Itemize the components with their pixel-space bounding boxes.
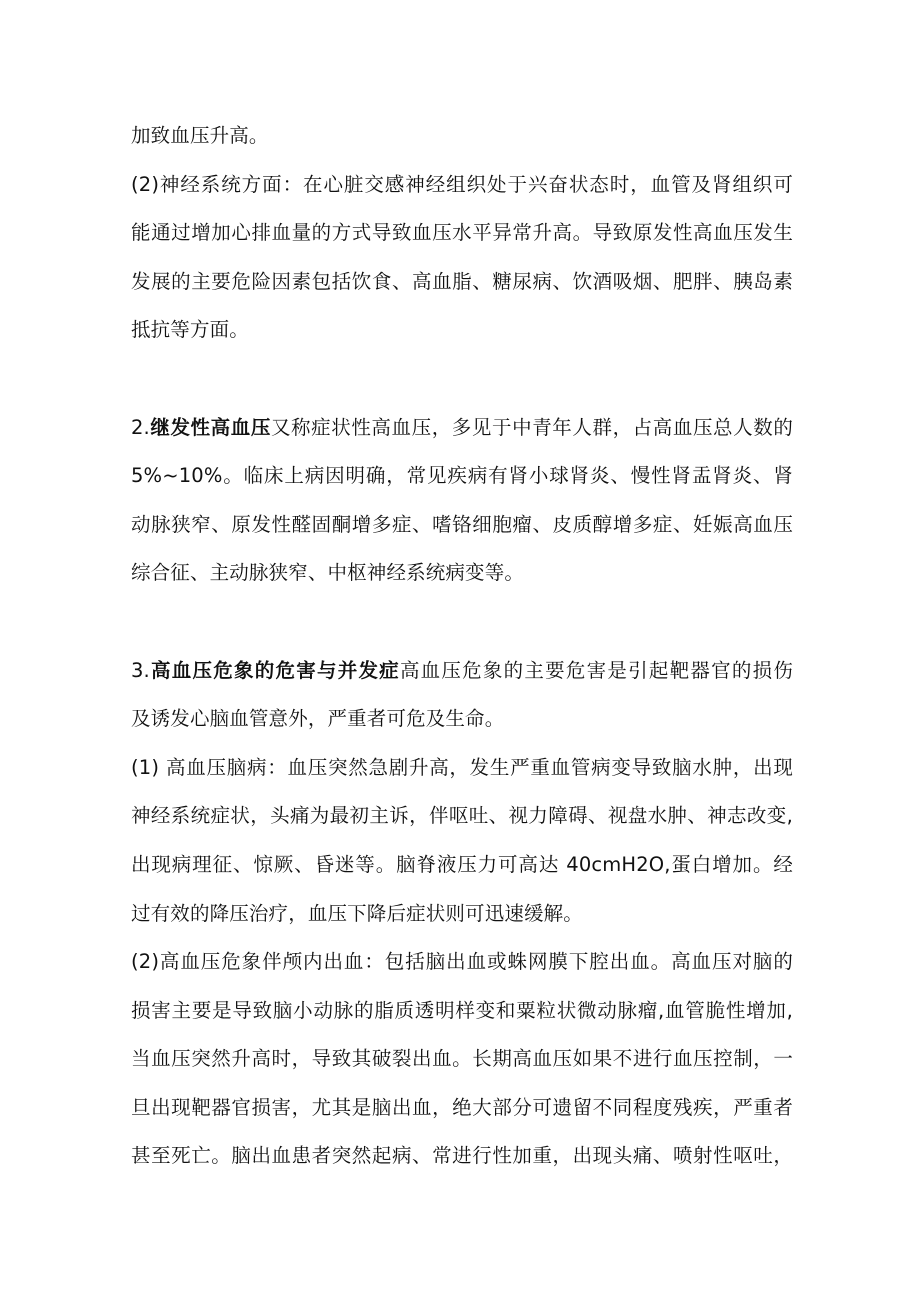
section-number: 2. (131, 415, 150, 439)
text-line: 旦出现靶器官损害，尤其是脑出血，绝大部分可遗留不同程度残疾，严重者 (131, 1095, 793, 1119)
text-line: 损害主要是导致脑小动脉的脂质透明样变和粟粒状微动脉瘤,血管脆性增加, (131, 998, 793, 1022)
text-line: 抵抗等方面。 (131, 318, 249, 342)
paragraph-gap (131, 598, 793, 647)
text-line: 动脉狭窄、原发性醛固酮增多症、嗜铬细胞瘤、皮质醇增多症、妊娠高血压 (131, 512, 793, 536)
document-body (131, 112, 793, 1181)
section-text: 高血压危象的主要危害是引起靶器官的损伤 (399, 658, 793, 682)
text-line (131, 647, 793, 696)
text-line (131, 404, 793, 453)
text-line: 5%~10%。临床上病因明确，常见疾病有肾小球肾炎、慢性肾盂肾炎、肾 (131, 464, 793, 488)
section-heading: 继发性高血压 (149, 415, 271, 439)
text-line: 过有效的降压治疗，血压下降后症状则可迅速缓解。 (131, 901, 583, 925)
text-line: 能通过增加心排血量的方式导致血压水平异常升高。导致原发性高血压发生 (131, 221, 793, 245)
text-line: 当血压突然升高时，导致其破裂出血。长期高血压如果不进行血压控制，一 (131, 1047, 793, 1071)
section-number: 3. (131, 658, 150, 682)
text-line: 神经系统症状，头痛为最初主诉，伴呕吐、视力障碍、视盘水肿、神志改变, (131, 804, 793, 828)
text-line: (2)高血压危象伴颅内出血：包括脑出血或蛛网膜下腔出血。高血压对脑的 (131, 950, 793, 974)
text-line: (2)神经系统方面：在心脏交感神经组织处于兴奋状态时，血管及肾组织可 (131, 172, 793, 196)
text-line: 出现病理征、惊厥、昏迷等。脑脊液压力可高达 40cmH2O,蛋白增加。经 (131, 852, 793, 876)
paragraph-gap (131, 355, 793, 404)
text-line: 加致血压升高。 (131, 124, 269, 147)
text-line: 及诱发心脑血管意外，严重者可危及生命。 (131, 707, 505, 731)
text-line: 发展的主要危险因素包括饮食、高血脂、糖尿病、饮酒吸烟、肥胖、胰岛素 (131, 269, 793, 293)
text-line: 综合征、主动脉狭窄、中枢神经系统病变等。 (131, 561, 525, 585)
section-heading: 高血压危象的危害与并发症 (149, 658, 400, 682)
section-text: 又称症状性高血压，多见于中青年人群，占高血压总人数的 (270, 415, 793, 439)
text-line: 甚至死亡。脑出血患者突然起病、常进行性加重，出现头痛、喷射性呕吐， (131, 1144, 793, 1168)
text-line: (1) 高血压脑病：血压突然急剧升高，发生严重血管病变导致脑水肿，出现 (131, 755, 793, 779)
